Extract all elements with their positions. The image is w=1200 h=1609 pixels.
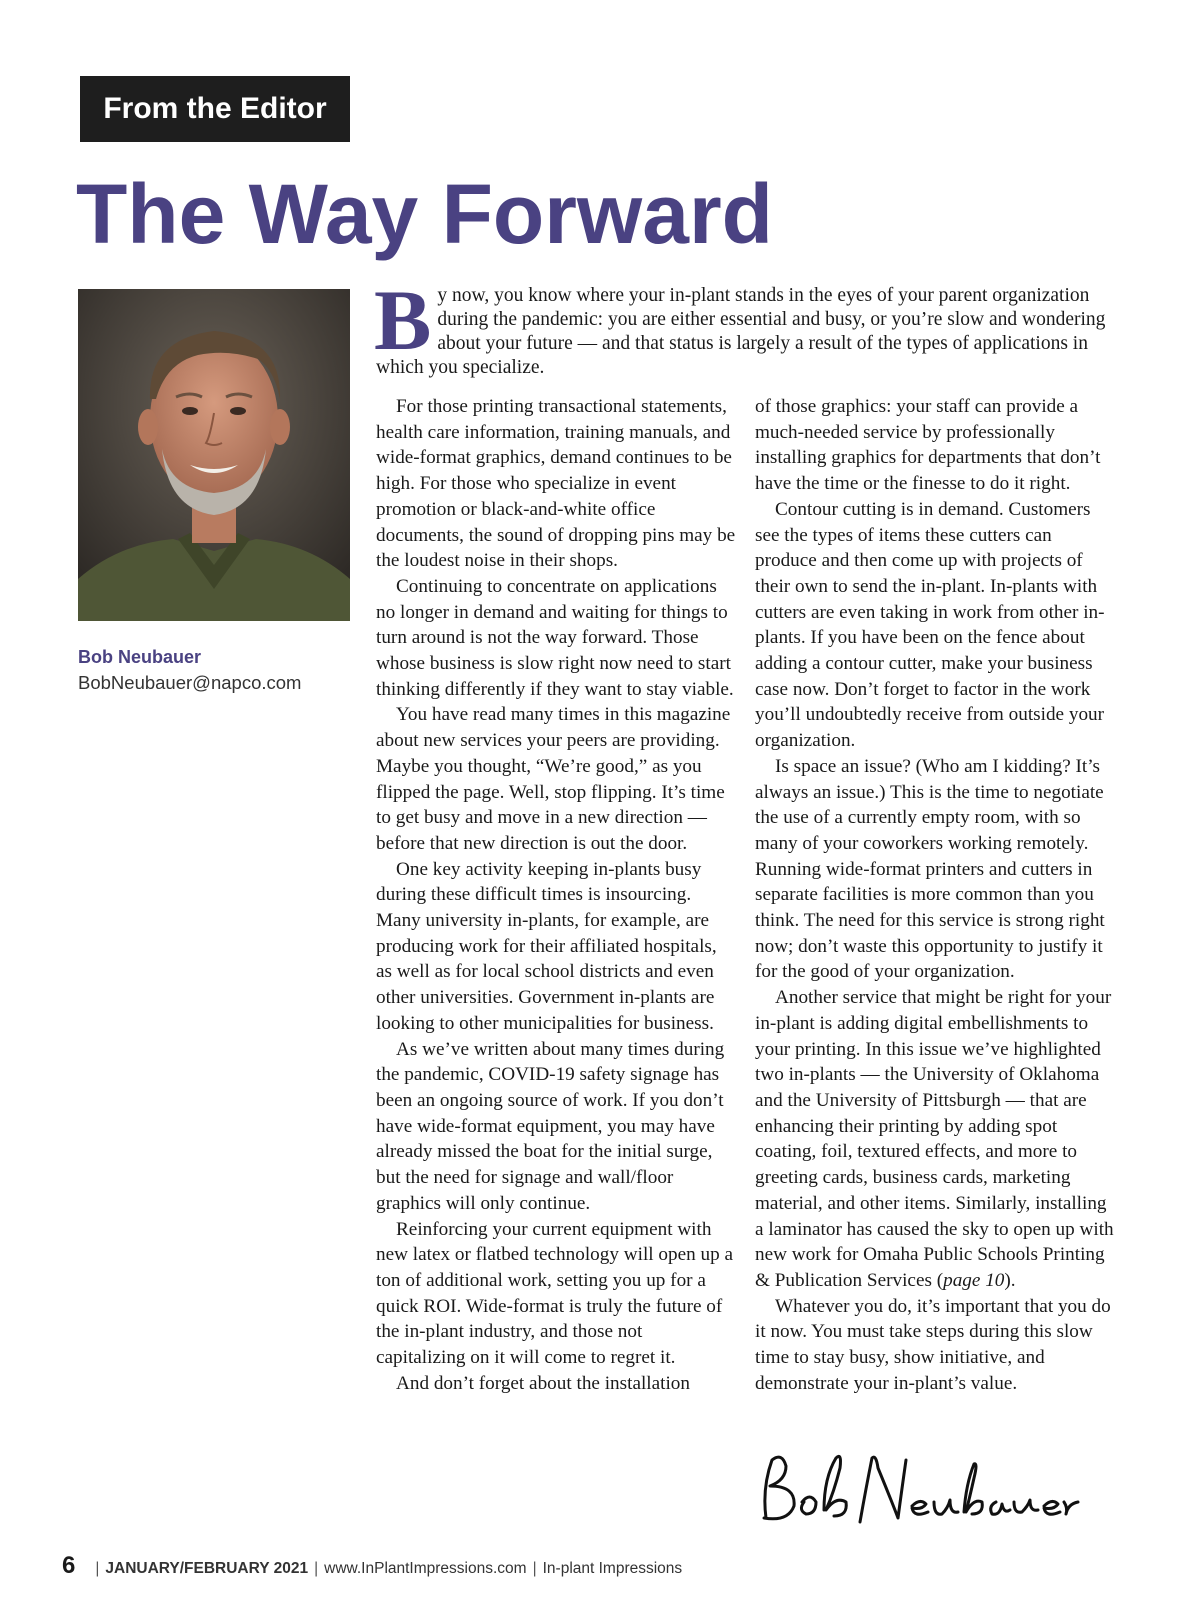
- body-paragraph: One key activity keeping in-plants busy during these difficult times is insourcing. Many university in-plants, for example, are producing work for their affiliated hospitals, as well as for local school districts and even other universities. Government in-plants are looking to other municipalities for business.: [376, 858, 717, 1034]
- article-column-1: [376, 394, 736, 1396]
- paragraph-text: Another service that might be right for your in-plant is adding digital embellishments to your printing. In this issue we’ve highlighted two in-plants — the University of Oklahoma and the University of Pittsburgh — that are enhancing their printing by adding spot coating, foil, textured effects, and more to greeting cards, business cards, marketing material, and other items. Similarly, installing a laminator has caused the sky to open up with new work for Omaha Public Schools Printing & Publication Services (: [755, 987, 1114, 1291]
- body-paragraph: Contour cutting is in demand. Customers see the types of items these cutters can produce and then come up with projects of their own to send the in-plant. In-plants with cutters are even taking in work from other in-plants. If you have been on the fence about adding a contour cutter, make your business case now. Don’t forget to factor in the work you’ll undoubtedly receive from outside your organization.: [755, 498, 1105, 752]
- footer-separator: |: [314, 1560, 319, 1577]
- page-number: 6: [62, 1552, 76, 1579]
- body-paragraph: Is space an issue? (Who am I kidding? It’s always an issue.) This is the time to negotiate the use of a currently empty room, with so many of your coworkers working remotely. Running wide-format printers and cutters in separate facilities is more common than you think. The need for this service is strong right now; don’t waste this opportunity to justify it for the good of your organization.: [755, 755, 1105, 983]
- publication-name: In-plant Impressions: [542, 1560, 683, 1577]
- body-paragraph: And don’t forget about the installation: [396, 1372, 690, 1394]
- article-title: The Way Forward: [76, 167, 773, 261]
- page-footer: [62, 1552, 682, 1580]
- drop-cap: B: [374, 272, 432, 368]
- body-paragraph: You have read many times in this magazine about new services your peers are providing. Maybe you thought, “We’re good,” as you flipped the page. Well, stop flipping. It’s time to get busy and move in a new direction — before that new direction is out the door.: [376, 704, 731, 854]
- author-email: BobNeubauer@napco.com: [78, 672, 302, 693]
- lede-text: y now, you know where your in-plant stands in the eyes of your parent organization during the pandemic: you are either essential and busy, or you’re slow and wondering about your future — and that status is largely a result of the types of applications in which you specialize.: [376, 285, 1106, 378]
- author-signature: [752, 1448, 1082, 1538]
- body-paragraph: [755, 985, 1115, 1293]
- section-tag: From the Editor: [80, 76, 350, 142]
- body-paragraph-continuation: of those graphics: your staff can provide a much-needed service by professionally installing graphics for departments that don’t have the time or the finesse to do it right.: [755, 396, 1101, 495]
- body-paragraph: Whatever you do, it’s important that you do it now. You must take steps during this slow time to stay busy, show initiative, and demonstrate your in-plant’s value.: [755, 1295, 1111, 1394]
- issue-date: JANUARY/FEBRUARY 2021: [105, 1560, 309, 1577]
- footer-separator: |: [95, 1560, 100, 1577]
- author-name: Bob Neubauer: [78, 647, 202, 667]
- article-column-2: [755, 394, 1115, 1396]
- body-paragraph: Reinforcing your current equipment with new latex or flatbed technology will open up a ton of additional work, setting you up for a quick ROI. Wide-format is truly the future of the in-plant industry, and those not capitalizing on it will come to regret it.: [376, 1218, 733, 1369]
- website-url: www.InPlantImpressions.com: [324, 1560, 527, 1577]
- footer-separator: |: [532, 1560, 537, 1577]
- body-paragraph: As we’ve written about many times during the pandemic, COVID-19 safety signage has been an ongoing source of work. If you don’t have wide-format equipment, you may have already missed the boat for the initial surge, but the need for signage and wall/floor graphics will only continue.: [376, 1038, 725, 1214]
- page-reference: page 10: [943, 1269, 1005, 1291]
- lede-paragraph: [374, 272, 1108, 380]
- body-paragraph: For those printing transactional statements, health care information, training manuals, and wide-format graphics, demand continues to be high. For those who specialize in event promotion or black-and-white office documents, the sound of dropping pins may be the loudest noise in their shops.: [376, 396, 736, 572]
- author-photo: [78, 289, 350, 621]
- paragraph-text-end: ).: [1004, 1269, 1016, 1291]
- body-paragraph: Continuing to concentrate on applications no longer in demand and waiting for things to turn around is not the way forward. Those whose business is slow right now need to start thinking differently if they want to stay viable.: [376, 575, 734, 700]
